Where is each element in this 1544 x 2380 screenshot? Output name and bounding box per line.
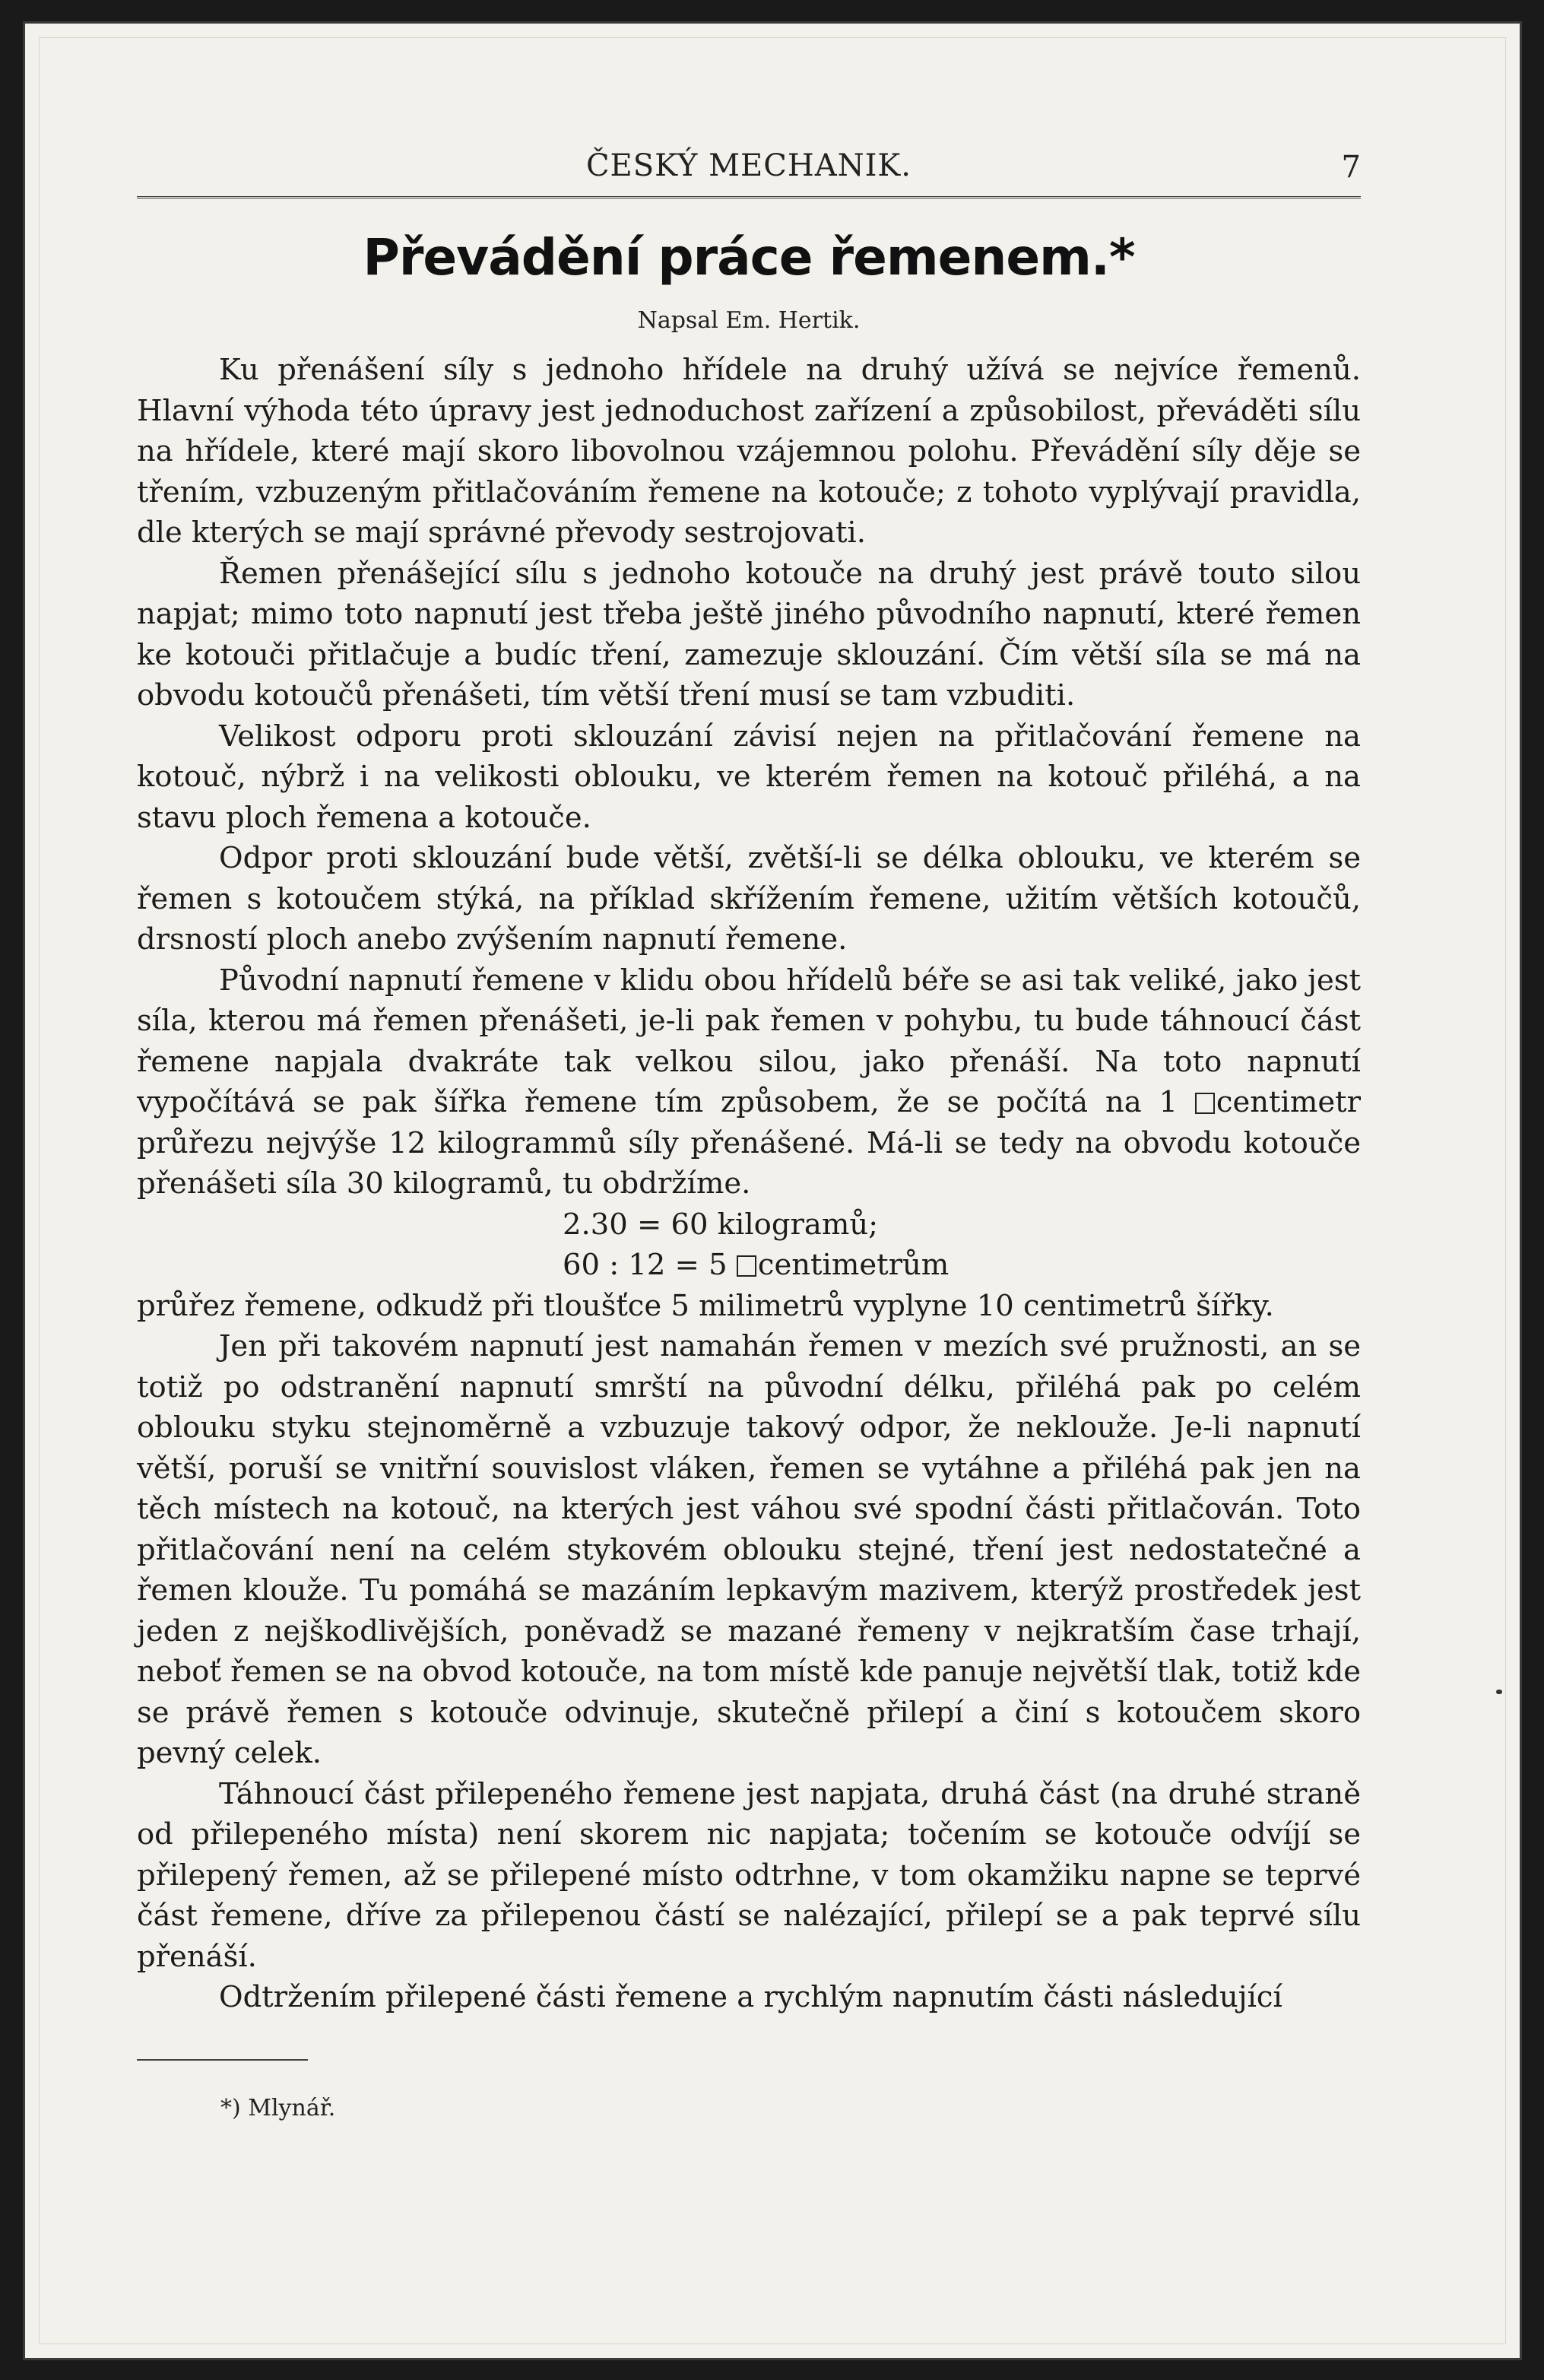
paragraph-1: Ku přenášení síly s jednoho hřídele na druhý užívá se nejvíce řemenů. Hlavní výhoda této úpravy jest jednoduchost zařízení a způsobilost, převáděti sílu na hřídele, které mají skoro libovolnou vzájemnou polohu. Převádění síly děje se třením, vzbuzeným přitlačováním řemene na kotouče; z tohoto vyplývají pravidla, dle kterých se mají správné převody sestrojovati. — [137, 353, 1361, 550]
scan-speck — [1496, 1690, 1502, 1694]
running-title: ČESKÝ MECHANIK. — [585, 148, 912, 183]
paragraph-9: Odtržením přilepené části řemene a rychlým napnutím části následující — [219, 1980, 1282, 2014]
paragraph-8: Táhnoucí část přilepeného řemene jest napjata, druhá část (na druhé straně od přilepeného místa) není skorem nic napjata; točením se kotouče odvíjí se přilepený řemen, až se přilepené místo odtrhne, v tom okamžiku napne se teprvé část řemene, dříve za přilepenou částí se nalézající, přilepí se a pak teprvé sílu přenáší. — [137, 1776, 1361, 1974]
square-symbol-icon — [737, 1255, 756, 1277]
article-byline: Napsal Em. Hertik. — [637, 307, 861, 334]
paragraph-4: Odpor proti sklouzání bude větší, zvětší-li se délka oblouku, ve kterém se řemen s kotoučem stýká, na příklad skřížením řemene, užitím větších kotoučů, drsností ploch anebo zvýšením napnutí řemene. — [137, 841, 1361, 957]
paragraph-7: Jen při takovém napnutí jest namahán řemen v mezích své pružnosti, an se totiž po odstranění napnutí smrští na původní délku, přiléhá pak po celém oblouku styku stejnoměrně a vzbuzuje takový odpor, že neklouže. Je-li napnutí větší, poruší se vnitřní souvislost vláken, řemen se vytáhne a přiléhá pak jen na těch místech na kotouč, na kterých jest váhou své spodní části přitlačován. Toto přitlačování není na celém stykovém oblouku stejné, tření jest nedostatečné a řemen klouže. Tu pomáhá se mazáním lepkavým mazivem, kterýž prostředek jest jeden z nejškodlivějších, poněvadž se mazané řemeny v nejkratším čase trhají, neboť řemen se na obvod kotouče, na tom místě kde panuje největší tlak, totiž kde se právě řemen s kotouče odvinuje, skutečně přilepí a činí s kotoučem skoro pevný celek. — [137, 1329, 1361, 1770]
equation-2 — [137, 1245, 1361, 1286]
equation-2-text-a: 60 : 12 = 5 — [563, 1248, 737, 1282]
paragraph-5-text-b: centimetr průřezu nejvýše 12 kilogrammů síly přenášené. Má-li se tedy na obvodu kotouče přenášeti síla 30 kilogramů, tu obdržíme. — [137, 1085, 1361, 1201]
header-rule — [137, 196, 1361, 198]
paragraph-3: Velikost odporu proti sklouzání závisí nejen na přitlačování řemene na kotouč, nýbrž i na velikosti oblouku, ve kterém řemen na kotouč přiléhá, a na stavu ploch řemena a kotouče. — [137, 719, 1361, 835]
square-symbol-icon — [1195, 1093, 1215, 1114]
article-body — [137, 350, 1361, 2018]
equation-2-text-b: centimetrům — [757, 1248, 950, 1282]
page-number: 7 — [1341, 150, 1361, 185]
equation-1: 2.30 = 60 kilogramů; — [563, 1207, 879, 1242]
article-title: Převádění práce řemenem.* — [363, 228, 1135, 287]
footnote-rule — [137, 2059, 308, 2061]
footnote: *) Mlynář. — [220, 2095, 336, 2121]
paragraph-5 — [137, 960, 1361, 1204]
page-header — [137, 148, 1361, 194]
paragraph-5-text-a: Původní napnutí řemene v klidu obou hřídelů béře se asi tak veliké, jako jest síla, kterou má řemen přenášeti, je-li pak řemen v pohybu, tu bude táhnoucí část řemene napjala dvakráte tak velkou silou, jako přenáší. Na toto napnutí vypočítává se pak šířka řemene tím způsobem, že se počítá na 1 — [137, 963, 1361, 1119]
paragraph-2: Řemen přenášející sílu s jednoho kotouče na druhý jest právě touto silou napjat; mimo toto napnutí jest třeba ještě jiného původního napnutí, které řemen ke kotouči přitlačuje a budíc tření, zamezuje sklouzání. Čím větší síla se má na obvodu kotoučů přenášeti, tím větší tření musí se tam vzbuditi. — [137, 556, 1361, 712]
paragraph-6: průřez řemene, odkudž při tloušťce 5 milimetrů vyplyne 10 centimetrů šířky. — [137, 1288, 1274, 1323]
